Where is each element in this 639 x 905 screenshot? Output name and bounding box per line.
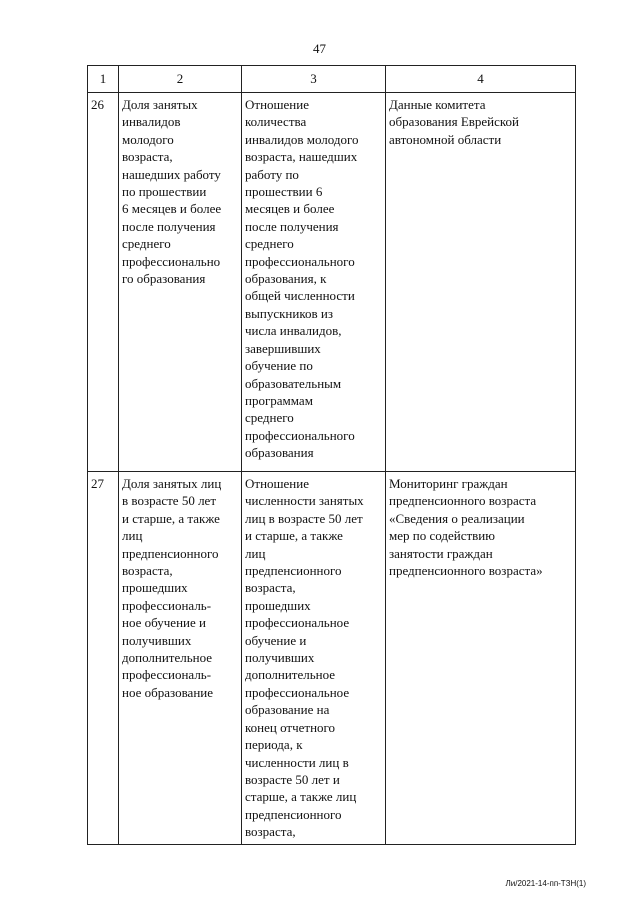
indicator-name: Доля занятых инвалидов молодого возраста, нашедших работу по прошествии 6 месяцев и более после получения среднего профессионально го образования [122,97,222,287]
calculation-method-cell [242,93,386,472]
indicator-name: Доля занятых лиц в возрасте 50 лет и старше, а также лиц предпенсионного возраста, прошедших профессиональ- ное обучение и получивших дополнительное профессиональ- ное образование [122,476,222,700]
data-source-cell [386,93,576,472]
table-header-row [88,66,576,93]
table-row [88,472,576,845]
row-number: 26 [88,93,119,472]
column-header: 2 [119,66,242,93]
page-number: 47 [313,41,326,56]
data-source-cell [386,472,576,845]
indicators-table [87,65,576,845]
table-row [88,93,576,472]
indicator-name-cell [119,472,242,845]
indicator-name-cell [119,93,242,472]
row-number: 27 [88,472,119,845]
calculation-method-cell [242,472,386,845]
data-source: Мониторинг граждан предпенсионного возраста «Сведения о реализации мер по содействию занятости граждан предпенсионного возраста» [389,476,543,579]
column-header: 1 [88,66,119,93]
calculation-method: Отношение численности занятых лиц в возрасте 50 лет и старше, а также лиц предпенсионного возраста, прошедших профессиональное обучение и получивших дополнительное профессиональное образование на конец отчетного периода, к численности лиц в возрасте 50 лет и старше, а также лиц предпенсионного возраста, [245,476,364,840]
calculation-method: Отношение количества инвалидов молодого возраста, нашедших работу по прошествии 6 месяцев и более после получения среднего профессионального образования, к общей численности выпускников из числа инвалидов, завершивших обучение по образовательным программам среднего профессионального образования [245,97,359,461]
column-header: 3 [242,66,386,93]
document-code: Ли/2021-14-пп-ТЗН(1) [505,879,586,888]
column-header: 4 [386,66,576,93]
data-source: Данные комитета образования Еврейской автономной области [389,97,520,147]
